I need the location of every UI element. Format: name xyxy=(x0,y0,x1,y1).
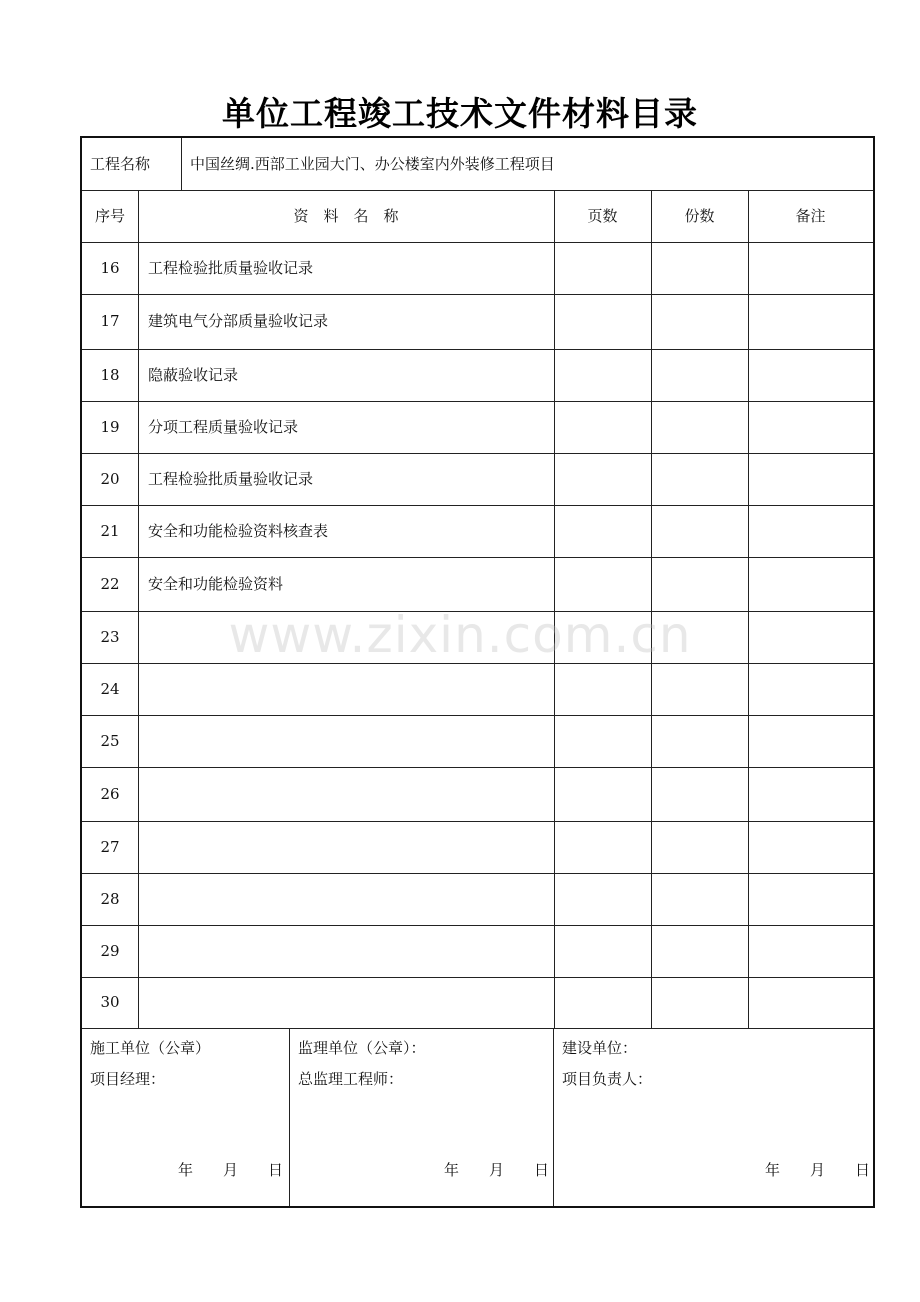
owner-unit: 建设单位： xyxy=(562,1039,638,1057)
row-document-name: 安全和功能检验资料核查表 xyxy=(148,521,329,540)
table-rule xyxy=(82,505,873,506)
row-number: 22 xyxy=(100,574,120,593)
table-rule xyxy=(82,873,873,874)
row-document-name: 分项工程质量验收记录 xyxy=(148,417,299,436)
row-number: 27 xyxy=(100,837,120,856)
row-document-name: 安全和功能检验资料 xyxy=(148,574,284,593)
row-document-name: 工程检验批质量验收记录 xyxy=(148,258,314,277)
row-number: 23 xyxy=(100,627,120,646)
row-number: 18 xyxy=(100,365,120,384)
row-number: 28 xyxy=(100,889,120,908)
column-header-copies: 份数 xyxy=(684,206,715,225)
row-number: 30 xyxy=(100,993,120,1011)
column-header-seq: 序号 xyxy=(94,206,125,225)
contractor-unit: 施工单位（公章） xyxy=(90,1039,211,1057)
owner-manager: 项目负责人： xyxy=(562,1070,653,1088)
row-number: 25 xyxy=(100,731,120,750)
watermark: www.zixin.com.cn xyxy=(228,606,692,664)
table-rule xyxy=(82,611,873,612)
table-rule xyxy=(82,977,873,978)
column-header-name: 资 料 名 称 xyxy=(293,206,399,225)
table-rule xyxy=(82,242,873,243)
row-number: 16 xyxy=(100,258,120,277)
column-header-remarks: 备注 xyxy=(795,206,826,225)
table-rule xyxy=(82,821,873,822)
contractor-manager: 项目经理： xyxy=(90,1070,166,1088)
row-number: 20 xyxy=(100,469,120,488)
table-rule xyxy=(651,190,652,1028)
table-rule xyxy=(138,190,139,1028)
row-number: 19 xyxy=(100,417,120,436)
table-rule xyxy=(82,401,873,402)
row-document-name: 隐蔽验收记录 xyxy=(148,365,239,384)
table-rule xyxy=(82,715,873,716)
table-rule xyxy=(82,453,873,454)
row-number: 21 xyxy=(100,521,120,540)
catalog-table xyxy=(80,136,875,1208)
table-rule xyxy=(82,925,873,926)
table-rule xyxy=(553,1028,554,1206)
column-header-pages: 页数 xyxy=(587,206,618,225)
table-rule xyxy=(554,190,555,1028)
project-label: 工程名称 xyxy=(90,154,151,173)
table-rule xyxy=(748,190,749,1028)
table-rule xyxy=(82,767,873,768)
page-title: 单位工程竣工技术文件材料目录 xyxy=(222,94,698,133)
row-number: 26 xyxy=(100,784,120,803)
row-document-name: 工程检验批质量验收记录 xyxy=(148,469,314,488)
row-document-name: 建筑电气分部质量验收记录 xyxy=(148,312,329,330)
contractor-date: 年 月 日 xyxy=(178,1161,284,1179)
table-rule xyxy=(82,349,873,350)
row-number: 17 xyxy=(100,312,120,330)
table-rule xyxy=(82,190,873,191)
supervisor-engineer: 总监理工程师： xyxy=(298,1070,404,1088)
table-rule xyxy=(82,557,873,558)
row-number: 29 xyxy=(100,941,120,960)
table-rule xyxy=(82,663,873,664)
row-number: 24 xyxy=(100,679,120,698)
supervisor-unit: 监理单位（公章）： xyxy=(298,1039,426,1057)
table-rule xyxy=(289,1028,290,1206)
table-rule xyxy=(82,1028,873,1029)
project-name: 中国丝绸.西部工业园大门、办公楼室内外装修工程项目 xyxy=(190,154,555,173)
table-rule xyxy=(181,138,182,190)
table-rule xyxy=(82,294,873,295)
owner-date: 年 月 日 xyxy=(765,1161,871,1179)
supervisor-date: 年 月 日 xyxy=(444,1161,550,1179)
